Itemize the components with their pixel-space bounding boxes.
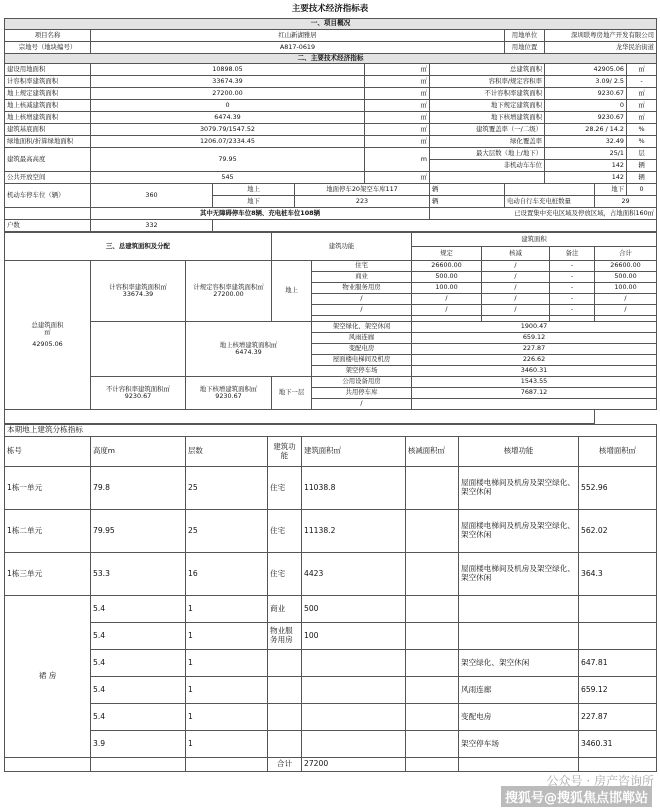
max-height-label: 建筑最高高度 xyxy=(5,148,91,172)
sum-label: 合计 xyxy=(268,758,302,772)
cell xyxy=(268,704,302,731)
cell xyxy=(406,704,459,731)
cell: 5.4 xyxy=(91,677,186,704)
col-header: 层数 xyxy=(186,437,268,467)
indicator-unit: ㎡ xyxy=(365,100,430,112)
indicator-value-right: 32.49 xyxy=(545,136,627,148)
indicator-unit: ㎡ xyxy=(365,124,430,136)
cell xyxy=(406,650,459,677)
table-row xyxy=(5,704,657,731)
under-increase-value: 9230.67 xyxy=(215,392,242,400)
cell: 5.4 xyxy=(91,623,186,650)
value-cell: 227.87 xyxy=(412,344,657,355)
open-space-label: 公共开放空间 xyxy=(5,172,91,184)
value-cell: / xyxy=(595,305,657,316)
indicator-unit-right: ㎡ xyxy=(627,112,657,124)
cell: 500 xyxy=(302,596,406,623)
cell xyxy=(406,677,459,704)
non-fa-value: 9230.67 xyxy=(124,392,152,400)
cell xyxy=(302,650,406,677)
cell: 11038.8 xyxy=(302,467,406,510)
non-fa-cell xyxy=(91,377,186,410)
value-cell: / xyxy=(412,305,482,316)
indicator-value: 27200.00 xyxy=(91,88,365,100)
indicator-label-right: 建筑覆盖率（一/二级） xyxy=(430,124,545,136)
func-cell: / xyxy=(312,294,412,305)
max-height-unit: m xyxy=(365,148,430,172)
cell: 1 xyxy=(186,704,268,731)
cell: 4423 xyxy=(302,553,406,596)
value-cell: / xyxy=(482,305,550,316)
indicator-label: 建筑基底面积 xyxy=(5,124,91,136)
indicator-row xyxy=(5,100,657,112)
cell: 100 xyxy=(302,623,406,650)
col-header: 核增功能 xyxy=(459,437,579,467)
indicator-value-right: 9230.67 xyxy=(545,88,627,100)
cell: 住宅 xyxy=(268,553,302,596)
indicator-table xyxy=(4,18,657,232)
cell: 3.9 xyxy=(91,731,186,758)
ev-charger-value: 29 xyxy=(595,196,657,208)
max-floors-unit: 层 xyxy=(627,148,657,160)
regulated-area-cell xyxy=(186,261,272,322)
indicator-label-right: 地下规定建筑面积 xyxy=(430,100,545,112)
indicator-label-right: 地下核增建筑面积 xyxy=(430,112,545,124)
cell: 物业服务用房 xyxy=(268,623,302,650)
indicator-row xyxy=(5,64,657,76)
max-floors-label: 最大层数（地上/地下） xyxy=(430,148,545,160)
table-row xyxy=(5,596,657,623)
cell: 1栋一单元 xyxy=(5,467,91,510)
table-row xyxy=(5,510,657,553)
col-header: 栋号 xyxy=(5,437,91,467)
func-cell: / xyxy=(312,305,412,316)
cell xyxy=(406,510,459,553)
cell: 住宅 xyxy=(268,510,302,553)
plot-number: A817-0619 xyxy=(91,42,505,54)
indicator-unit-right: % xyxy=(627,124,657,136)
cell: 架空绿化、架空休闲 xyxy=(459,650,579,677)
section-project-overview: 一、项目概况 xyxy=(5,19,657,30)
cell: 风雨连廊 xyxy=(459,677,579,704)
indicator-unit-right: ㎡ xyxy=(627,100,657,112)
value-cell: 3460.31 xyxy=(412,366,657,377)
indicator-label: 计容积率建筑面积 xyxy=(5,76,91,88)
value-cell: - xyxy=(550,305,595,316)
table-row xyxy=(5,553,657,596)
indicator-value: 0 xyxy=(91,100,365,112)
cell: 552.96 xyxy=(579,467,657,510)
above-increase-value: 6474.39 xyxy=(235,348,262,356)
cell: 16 xyxy=(186,553,268,596)
value-cell xyxy=(412,399,657,410)
max-floors-value: 25/1 xyxy=(545,148,627,160)
above-ground-label: 地上 xyxy=(272,261,312,322)
indicator-label: 地上核减建筑面积 xyxy=(5,100,91,112)
parking-under-value: 223 xyxy=(295,196,430,208)
parking-note-2: 已设置集中充电区域及停放区域，占地面积160㎡ xyxy=(430,208,657,220)
regulated-area-label: 计规定容积率建筑面积㎡ xyxy=(193,282,264,291)
cell: 住宅 xyxy=(268,467,302,510)
value-cell: - xyxy=(550,283,595,294)
col-header: 建筑功能 xyxy=(268,437,302,467)
col-header: 备注 xyxy=(550,247,595,261)
value-cell: / xyxy=(595,294,657,305)
cell xyxy=(302,704,406,731)
col-header: 高度m xyxy=(91,437,186,467)
building-table-caption: 本期地上建筑分栋指标 xyxy=(5,425,657,437)
indicator-unit: ㎡ xyxy=(365,136,430,148)
owner: 深圳联粤房地产开发有限公司 xyxy=(545,30,657,42)
cell: 79.95 xyxy=(91,510,186,553)
project-name: 红山新湖雅居 xyxy=(91,30,505,42)
cell: 1 xyxy=(186,623,268,650)
value-cell: 7687.12 xyxy=(412,388,657,399)
households-value: 332 xyxy=(91,220,213,232)
value-cell: 100.00 xyxy=(412,283,482,294)
indicator-unit-right: - xyxy=(627,76,657,88)
indicator-value: 6474.39 xyxy=(91,112,365,124)
open-space-value: 545 xyxy=(91,172,365,184)
col-header: 核减 xyxy=(482,247,550,261)
parking-label: 机动车停车位（辆） xyxy=(5,184,91,208)
cell xyxy=(302,731,406,758)
cell xyxy=(302,677,406,704)
indicator-label-right: 不计容积率建筑面积 xyxy=(430,88,545,100)
value-cell: 1543.55 xyxy=(412,377,657,388)
cell: 屋面楼电梯间及机房及架空绿化、架空休闲 xyxy=(459,553,579,596)
area-distribution-table xyxy=(4,232,657,424)
cell: 1 xyxy=(186,731,268,758)
regulated-area-value: 27200.00 xyxy=(213,290,244,298)
indicator-value-right: 0 xyxy=(545,100,627,112)
func-cell: 屋面楼电梯间及机房 xyxy=(312,355,412,366)
value-cell: / xyxy=(482,283,550,294)
total-area-unit: ㎡ xyxy=(44,328,51,337)
indicator-label-right: 容积率/规定容积率 xyxy=(430,76,545,88)
total-area-cell xyxy=(5,261,91,410)
table-row xyxy=(5,731,657,758)
func-cell: 变配电房 xyxy=(312,344,412,355)
cell: 5.4 xyxy=(91,596,186,623)
value-cell: / xyxy=(482,272,550,283)
watermark-source: 搜狐号@搜狐焦点邯郸站 xyxy=(501,786,652,807)
cell xyxy=(268,677,302,704)
func-cell: 住宅 xyxy=(312,261,412,272)
table-row xyxy=(5,623,657,650)
basement-label: 地下一层 xyxy=(272,377,312,410)
cell xyxy=(459,623,579,650)
indicator-unit: ㎡ xyxy=(365,76,430,88)
parking-note: 其中无障碍停车位8辆、充电桩车位108辆 xyxy=(91,208,430,220)
parking-above-desc: 地面停车20架空车库117 xyxy=(295,184,430,196)
col-header: 核减面积㎡ xyxy=(406,437,459,467)
total-area-value: 42905.06 xyxy=(32,339,63,348)
cell: 3460.31 xyxy=(579,731,657,758)
nonmotor-label: 非机动车车位 xyxy=(430,160,545,172)
indicator-value-right: 42905.06 xyxy=(545,64,627,76)
fa-area-cell xyxy=(91,261,186,322)
page-title: 主要技术经济指标表 xyxy=(291,4,369,14)
indicator-label: 地上规定建筑面积 xyxy=(5,88,91,100)
owner-label: 用地单位 xyxy=(505,30,545,42)
indicator-unit-right: % xyxy=(627,136,657,148)
indicator-value-right: 28.26 / 14.2 xyxy=(545,124,627,136)
ev-charger-label: 电动自行车充电桩数量 xyxy=(505,196,595,208)
sum-value: 27200 xyxy=(302,758,406,772)
cell: 架空停车场 xyxy=(459,731,579,758)
fa-area-value: 33674.39 xyxy=(122,290,154,298)
section-area-distribution: 三、总建筑面积及分配 xyxy=(5,233,272,261)
indicator-row xyxy=(5,76,657,88)
col-header: 合计 xyxy=(595,247,657,261)
indicator-unit-right: ㎡ xyxy=(627,64,657,76)
cell: 53.3 xyxy=(91,553,186,596)
value-cell: - xyxy=(550,261,595,272)
cell xyxy=(268,650,302,677)
cell: 25 xyxy=(186,510,268,553)
cell: 364.3 xyxy=(579,553,657,596)
cell: 647.81 xyxy=(579,650,657,677)
cell: 1 xyxy=(186,677,268,704)
func-cell: / xyxy=(312,399,412,410)
cell xyxy=(579,623,657,650)
cell xyxy=(406,553,459,596)
value-cell: - xyxy=(550,272,595,283)
indicator-unit: ㎡ xyxy=(365,88,430,100)
cell: 屋面楼电梯间及机房及架空绿化、架空休闲 xyxy=(459,510,579,553)
indicator-row xyxy=(5,136,657,148)
cell: 562.02 xyxy=(579,510,657,553)
indicator-label-right: 绿化覆盖率 xyxy=(430,136,545,148)
indicator-value: 10898.05 xyxy=(91,64,365,76)
parking-total: 360 xyxy=(91,184,213,208)
section-main-indicators: 二、主要技术经济指标 xyxy=(5,54,657,64)
indicator-value-right: 9230.67 xyxy=(545,112,627,124)
cell xyxy=(406,467,459,510)
cell xyxy=(268,731,302,758)
cell xyxy=(579,596,657,623)
value-cell: 1900.47 xyxy=(412,322,657,333)
indicator-label: 绿地面积/折算绿地面积 xyxy=(5,136,91,148)
value-cell: 226.62 xyxy=(412,355,657,366)
func-header: 建筑功能 xyxy=(272,233,412,261)
value-cell: - xyxy=(550,294,595,305)
cell: 商业 xyxy=(268,596,302,623)
cell: 变配电房 xyxy=(459,704,579,731)
col-header: 规定 xyxy=(412,247,482,261)
cell: 1 xyxy=(186,596,268,623)
indicator-label: 地上核增建筑面积 xyxy=(5,112,91,124)
total-area-label: 总建筑面积 xyxy=(31,320,64,329)
nonmotor-unit: 辆 xyxy=(627,160,657,172)
cell: 5.4 xyxy=(91,704,186,731)
parking-above-label: 地上 xyxy=(213,184,295,196)
cell xyxy=(406,596,459,623)
cell: 屋面楼电梯间及机房及架空绿化、架空休闲 xyxy=(459,467,579,510)
cell: 227.87 xyxy=(579,704,657,731)
indicator-value: 3079.79/1547.52 xyxy=(91,124,365,136)
parking-above-unit: 辆 xyxy=(430,184,505,196)
cell: 659.12 xyxy=(579,677,657,704)
value-cell: 100.00 xyxy=(595,283,657,294)
cell xyxy=(406,731,459,758)
above-increase-label: 地上核增建筑面积㎡ xyxy=(219,340,278,349)
parking-under-label: 地下 xyxy=(213,196,295,208)
col-header: 建筑面积㎡ xyxy=(302,437,406,467)
cell: 11138.2 xyxy=(302,510,406,553)
value-cell: 26600.00 xyxy=(595,261,657,272)
value-cell: 26600.00 xyxy=(412,261,482,272)
open-space-extra-unit: 辆 xyxy=(627,172,657,184)
open-space-extra-value: 142 xyxy=(545,172,627,184)
func-cell: 架空绿化、架空休闲 xyxy=(312,322,412,333)
max-height-value: 79.95 xyxy=(91,148,365,172)
open-space-unit: ㎡ xyxy=(365,172,430,184)
nonmotor-value: 142 xyxy=(545,160,627,172)
cell: 1栋三单元 xyxy=(5,553,91,596)
indicator-unit: ㎡ xyxy=(365,64,430,76)
indicator-value: 1206.07/2334.45 xyxy=(91,136,365,148)
func-cell: 公用设备用房 xyxy=(312,377,412,388)
area-header: 建筑面积 xyxy=(412,233,657,247)
func-cell: 架空停车场 xyxy=(312,366,412,377)
func-cell: 共用停车库 xyxy=(312,388,412,399)
location-label: 用地位置 xyxy=(505,42,545,54)
indicator-unit: ㎡ xyxy=(365,112,430,124)
location: 龙华民治街道 xyxy=(545,42,657,54)
podium-label: 裙 房 xyxy=(5,596,91,758)
indicator-value: 33674.39 xyxy=(91,76,365,88)
parking-under-unit: 辆 xyxy=(430,196,505,208)
indicator-label-right: 总建筑面积 xyxy=(430,64,545,76)
table-row xyxy=(5,677,657,704)
cell xyxy=(406,623,459,650)
value-cell: / xyxy=(412,294,482,305)
above-increase-cell xyxy=(186,322,312,377)
value-cell: 659.12 xyxy=(412,333,657,344)
indicator-label: 建设用地面积 xyxy=(5,64,91,76)
func-cell: 风雨连廊 xyxy=(312,333,412,344)
value-cell: 500.00 xyxy=(595,272,657,283)
value-cell: / xyxy=(482,261,550,272)
parking-under-right-label: 地下 xyxy=(595,184,627,196)
value-cell: 500.00 xyxy=(412,272,482,283)
cell: 25 xyxy=(186,467,268,510)
col-header: 核增面积㎡ xyxy=(579,437,657,467)
indicator-row xyxy=(5,88,657,100)
indicator-value-right: 3.09/ 2.5 xyxy=(545,76,627,88)
cell xyxy=(459,596,579,623)
watermark: 公众号 · 房产咨询所 xyxy=(546,774,654,788)
indicator-row xyxy=(5,124,657,136)
func-cell: 物业服务用房 xyxy=(312,283,412,294)
indicator-unit-right: ㎡ xyxy=(627,88,657,100)
indicator-row xyxy=(5,112,657,124)
plot-label: 宗地号（地块编号） xyxy=(5,42,91,54)
households-label: 户数 xyxy=(5,220,91,232)
parking-under-right-value: 0 xyxy=(627,184,657,196)
table-row xyxy=(5,467,657,510)
building-table xyxy=(4,424,657,772)
cell: 1栋二单元 xyxy=(5,510,91,553)
project-name-label: 项目名称 xyxy=(5,30,91,42)
non-fa-label: 不计容积率建筑面积㎡ xyxy=(106,384,170,393)
cell: 1 xyxy=(186,650,268,677)
cell: 5.4 xyxy=(91,650,186,677)
cell: 79.8 xyxy=(91,467,186,510)
table-row xyxy=(5,650,657,677)
under-increase-label: 地下核增建筑面积㎡ xyxy=(199,384,258,393)
fa-area-label: 计容积率建筑面积㎡ xyxy=(109,282,167,291)
value-cell: / xyxy=(482,294,550,305)
indicator-sheet xyxy=(4,0,656,772)
func-cell: 商业 xyxy=(312,272,412,283)
under-increase-cell xyxy=(186,377,272,410)
